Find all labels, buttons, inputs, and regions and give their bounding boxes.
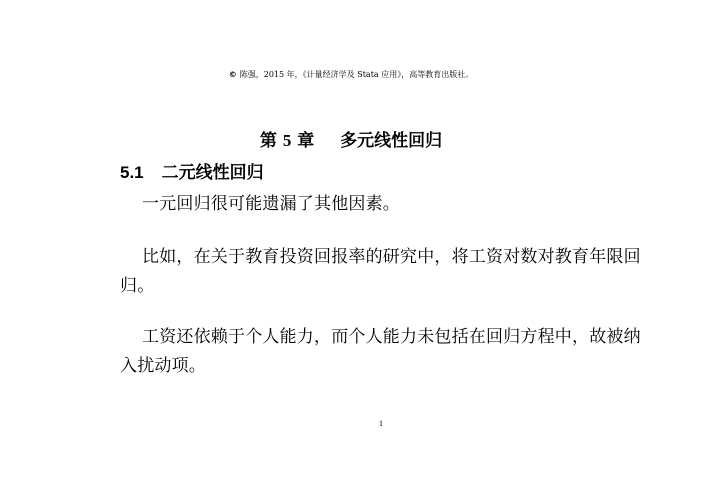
- paragraph-1: 一元回归很可能遗漏了其他因素。: [142, 194, 400, 214]
- chapter-heading: [0, 130, 702, 152]
- copyright-notice: [0, 70, 702, 80]
- copyright-text: 陈强，2015 年，《计量经济学及 Stata 应用》，高等教育出版社。: [239, 70, 474, 79]
- chapter-number: 5: [282, 131, 292, 150]
- section-heading: [120, 162, 264, 184]
- paragraph-3: 工资还依赖于个人能力，而个人能力未包括在回归方程中，故被纳入扰动项。: [120, 327, 641, 376]
- chapter-title: 多元线性回归: [340, 131, 443, 151]
- page-number: 1: [379, 419, 383, 428]
- chapter-suffix: 章: [297, 131, 315, 151]
- chapter-prefix: 第: [259, 131, 277, 151]
- paragraph-2: 比如，在关于教育投资回报率的研究中，将工资对数对教育年限回归。: [120, 247, 641, 296]
- section-title: 二元线性回归: [161, 163, 264, 183]
- copyright-symbol: ©: [228, 70, 237, 79]
- section-number: 5.1: [120, 163, 144, 182]
